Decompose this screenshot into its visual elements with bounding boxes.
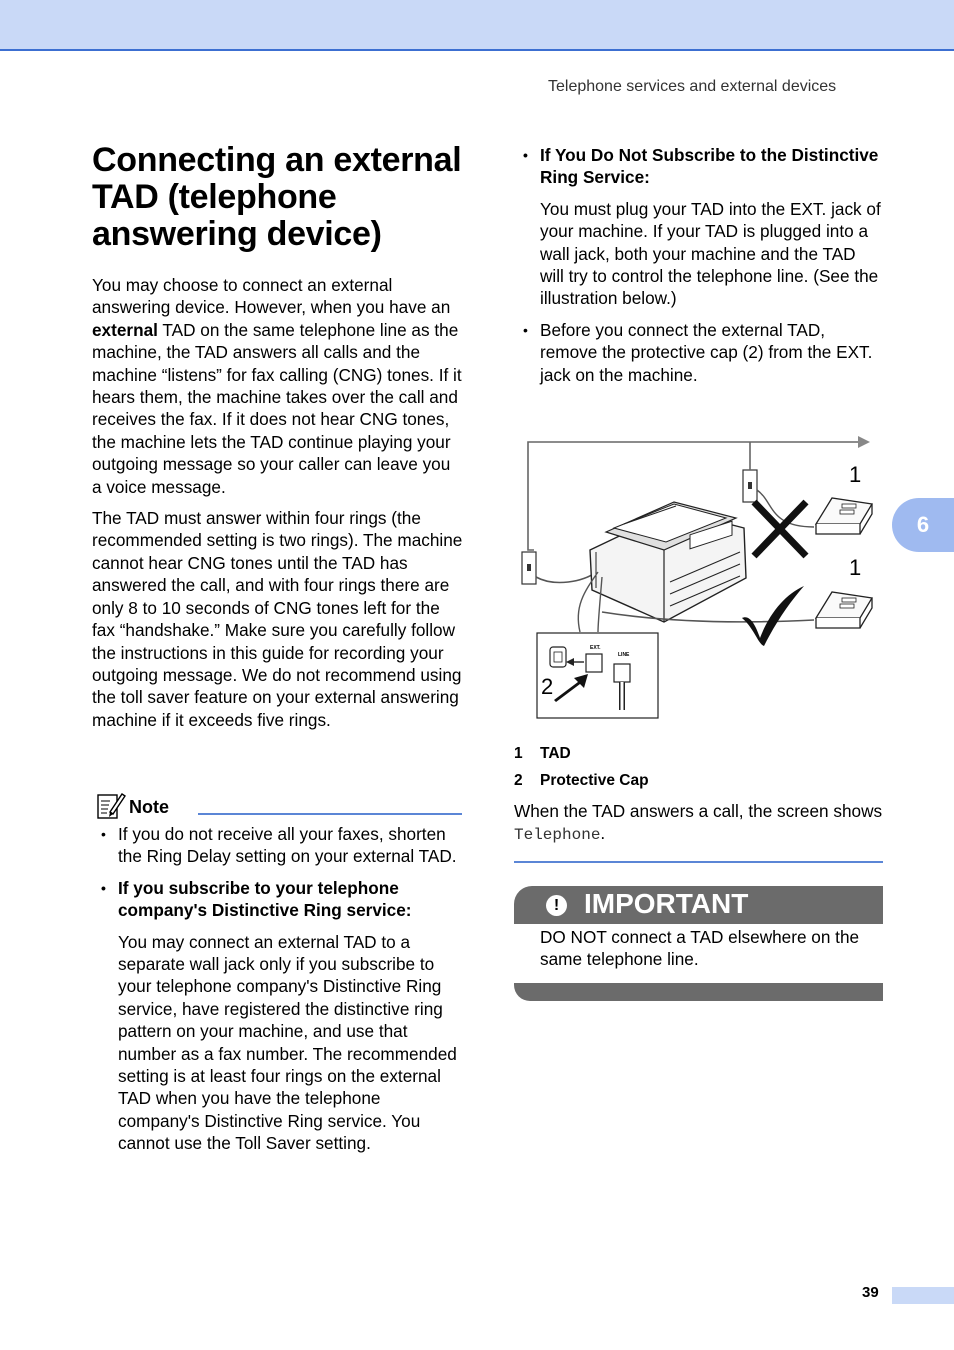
top-banner xyxy=(0,0,954,51)
section-divider xyxy=(514,861,883,863)
answering-machine-icon xyxy=(816,592,872,628)
figure-legend xyxy=(514,745,884,799)
tad-connection-illustration xyxy=(514,432,884,724)
page-number: 39 xyxy=(862,1284,879,1301)
lcd-text: Telephone xyxy=(514,826,601,845)
cross-icon xyxy=(754,502,806,556)
intro-text: You may choose to connect an external answering device. However, when you have an xyxy=(92,275,451,318)
note-item-body: You must plug your TAD into the EXT. jack of your machine. If your TAD is plugged into a wall jack, both your machine and the TAD will try to control the telephone line. (See the illustration below.) xyxy=(540,198,881,309)
note-header xyxy=(96,790,464,820)
note-list xyxy=(100,823,462,1164)
callout-label: 1 xyxy=(849,555,862,580)
jack-label: EXT. xyxy=(590,645,601,651)
legend-item xyxy=(514,745,884,772)
chapter-tab[interactable] xyxy=(892,498,954,552)
jack-label: LINE xyxy=(618,652,630,658)
running-header: Telephone services and external devices xyxy=(548,78,837,95)
warning-icon: ! xyxy=(546,895,567,916)
intro-paragraph-2: The TAD must answer within four rings (the recommended setting is two rings). The machine cannot hear CNG tones until the TAD has answered the call, and with four rings there are only 8 to 10 seconds of CNG tones left for the fax “handshake.” Make sure you carefully follow the instructions in this guide for recording your outgoing message. We do not recommend using the toll saver feature on your external answering machine if it exceeds five rings. xyxy=(92,508,463,730)
right-column xyxy=(522,144,884,395)
note-item-heading: • If you subscribe to your telephone company's Distinctive Ring service: xyxy=(100,877,462,922)
page-title: Connecting an external TAD (telephone answering device) xyxy=(92,141,462,253)
ext-jack xyxy=(586,654,602,672)
callout-label: 2 xyxy=(541,674,554,699)
page-tab xyxy=(892,1287,954,1304)
tad-screen-paragraph xyxy=(514,800,884,847)
paragraph-text: . xyxy=(600,823,606,844)
intro-paragraph-1 xyxy=(92,274,464,498)
legend-number: 2 xyxy=(514,772,523,789)
arrow-icon xyxy=(858,436,870,448)
line-jack xyxy=(614,664,630,682)
note-pencil-icon xyxy=(96,790,126,820)
legend-label: TAD xyxy=(540,745,571,762)
legend-item xyxy=(514,772,884,799)
note-item: • If you do not receive all your faxes, shorten the Ring Delay setting on your external TAD. xyxy=(100,823,462,868)
intro-bold-term: external xyxy=(92,319,158,340)
chapter-number: 6 xyxy=(916,512,930,537)
note-item: • Before you connect the external TAD, remove the protective cap (2) from the EXT. jack on the machine. xyxy=(522,319,884,386)
important-banner xyxy=(514,886,883,924)
answering-machine-icon xyxy=(816,498,872,534)
note-label: Note xyxy=(129,797,169,817)
important-text: DO NOT connect a TAD elsewhere on the same telephone line. xyxy=(540,927,860,970)
note-item-body: You may connect an external TAD to a separate wall jack only if you subscribe to your telephone company's Distinctive Ring service, have registered the distinctive ring pattern on your machine, and use that number as a fax number. The recommended setting is at least four rings on the external TAD when you have the telephone company's Distinctive Ring service. You cannot use the Toll Saver setting. xyxy=(118,931,457,1154)
legend-label: Protective Cap xyxy=(540,772,649,789)
multifunction-printer-icon xyxy=(590,502,746,622)
paragraph-text: When the TAD answers a call, the screen shows xyxy=(514,801,883,821)
intro-section xyxy=(92,274,464,740)
checkmark-icon xyxy=(742,586,804,646)
legend-number: 1 xyxy=(514,745,523,762)
intro-text-cont: TAD on the same telephone line as the machine, the TAD answers all calls and the machine “listens” for fax calling (CNG) tones. If it hears them, the machine takes over the call and receives the fax. If it does not hear CNG tones, the machine lets the TAD continue playing your outgoing message so your caller can leave you a voice message. xyxy=(92,319,462,497)
callout-label: 1 xyxy=(849,462,862,487)
note-item-heading: • If You Do Not Subscribe to the Distinctive Ring Service: xyxy=(522,144,884,189)
important-label: IMPORTANT xyxy=(584,888,749,919)
note-rule xyxy=(198,813,462,815)
important-footer-bar xyxy=(514,983,883,1001)
